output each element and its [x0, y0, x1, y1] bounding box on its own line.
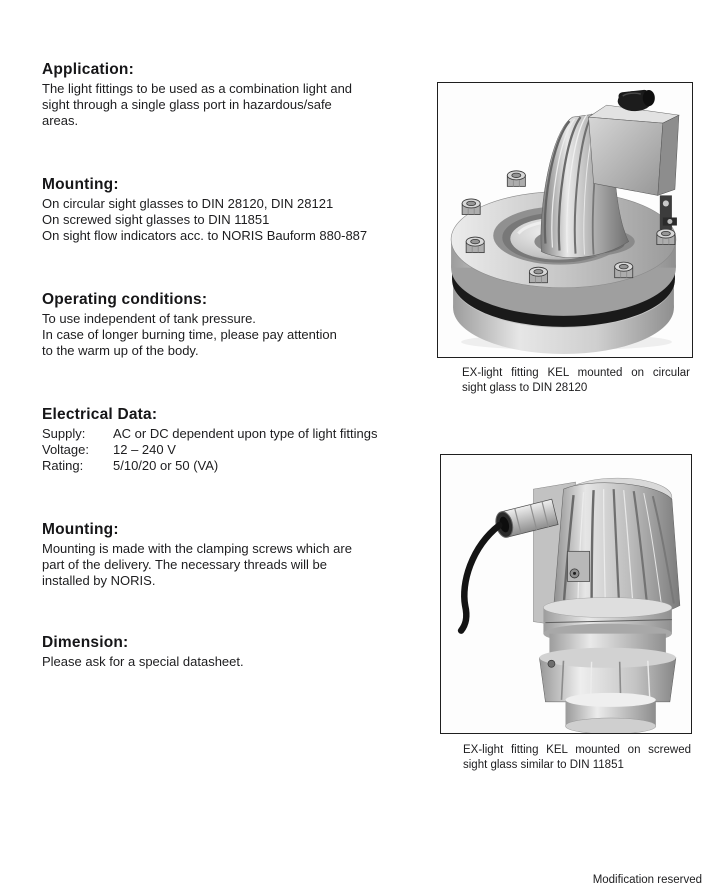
electrical-label: Rating:	[42, 458, 84, 473]
section-heading: Electrical Data:	[42, 406, 158, 423]
body-line: Mounting is made with the clamping screws which are	[42, 541, 352, 556]
electrical-label: Voltage:	[42, 442, 89, 457]
caption-line: sight glass similar to DIN 11851	[463, 758, 624, 771]
body-line: installed by NORIS.	[42, 573, 156, 588]
electrical-row	[42, 458, 440, 474]
screwed-sight-glass-photo	[441, 455, 691, 733]
caption-line: sight glass to DIN 28120	[462, 381, 588, 394]
caption-line: EX-light fitting KEL mounted on screwed	[463, 744, 691, 756]
body-line: On screwed sight glasses to DIN 11851	[42, 212, 270, 227]
electrical-row	[42, 442, 440, 458]
caption-line: EX-light fitting KEL mounted on circular	[462, 367, 690, 379]
figure-caption-circular	[462, 366, 690, 395]
section-heading: Application:	[42, 61, 134, 78]
body-line: On sight flow indicators acc. to NORIS Bauform 880-887	[42, 228, 368, 243]
body-line: areas.	[42, 113, 79, 128]
circular-sight-glass-photo	[438, 83, 692, 357]
body-line: Please ask for a special datasheet.	[42, 654, 244, 669]
section-application	[42, 61, 440, 129]
body-line: sight through a single glass port in hazardous/safe	[42, 97, 332, 112]
footer-note: Modification reserved	[592, 874, 702, 886]
section-heading: Operating conditions:	[42, 291, 208, 308]
electrical-row	[42, 426, 440, 442]
electrical-label: Supply:	[42, 426, 86, 441]
section-dimension	[42, 634, 440, 670]
section-operating-conditions	[42, 291, 440, 359]
section-heading: Mounting:	[42, 521, 119, 538]
body-line: On circular sight glasses to DIN 28120, DIN 28121	[42, 196, 334, 211]
section-heading: Mounting:	[42, 176, 119, 193]
figure-screwed-sight-glass	[440, 454, 692, 734]
section-heading: Dimension:	[42, 634, 129, 651]
section-mounting-1	[42, 176, 440, 244]
body-line: In case of longer burning time, please pay attention	[42, 327, 337, 342]
electrical-value: 5/10/20 or 50 (VA)	[113, 458, 219, 473]
body-line: The light fittings to be used as a combination light and	[42, 81, 353, 96]
electrical-value: 12 – 240 V	[113, 442, 176, 457]
figure-caption-screwed	[463, 743, 691, 772]
section-mounting-2	[42, 521, 440, 589]
body-line: To use independent of tank pressure.	[42, 311, 256, 326]
figure-circular-sight-glass	[437, 82, 693, 358]
body-line: part of the delivery. The necessary threads will be	[42, 557, 327, 572]
section-electrical-data	[42, 406, 440, 474]
body-line: to the warm up of the body.	[42, 343, 199, 358]
electrical-value: AC or DC dependent upon type of light fittings	[113, 426, 378, 441]
